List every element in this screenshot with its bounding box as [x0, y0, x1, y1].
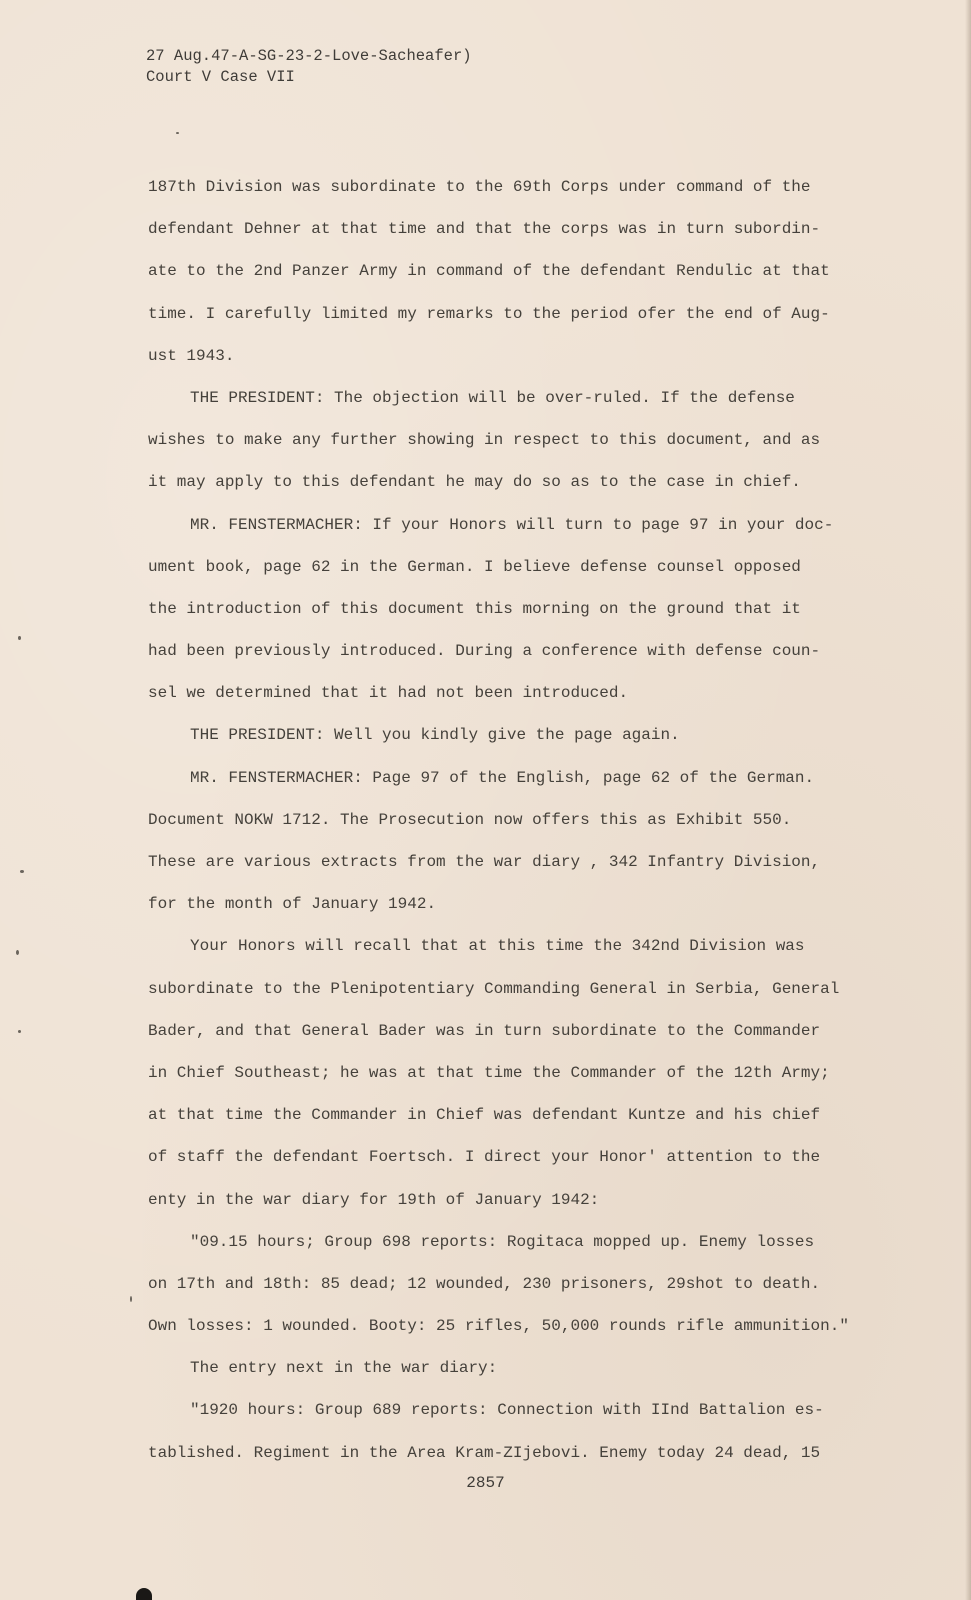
margin-speck	[18, 1030, 21, 1033]
text-line: enty in the war diary for 19th of January 1942:	[148, 1190, 600, 1209]
page-number: 2857	[466, 1474, 505, 1492]
text-line: time. I carefully limited my remarks to the period ofer the end of Aug-	[148, 304, 830, 323]
document-header	[146, 46, 472, 88]
quoted-line: Own losses: 1 wounded. Booty: 25 rifles, 50,000 rounds rifle ammunition."	[148, 1317, 849, 1336]
text-line: Bader, and that General Bader was in turn subordinate to the Commander	[148, 1021, 821, 1040]
text-line: THE PRESIDENT: Well you kindly give the page again.	[190, 726, 680, 745]
text-line: in Chief Southeast; he was at that time the Commander of the 12th Army;	[148, 1063, 830, 1082]
margin-speck	[20, 870, 24, 873]
quoted-line: tablished. Regiment in the Area Kram-ZIjebovi. Enemy today 24 dead, 15	[148, 1443, 821, 1462]
text-line: ust 1943.	[148, 346, 235, 365]
text-line: wishes to make any further showing in respect to this document, and as	[148, 431, 821, 450]
text-line: Your Honors will recall that at this time the 342nd Division was	[190, 937, 805, 956]
quoted-line: "09.15 hours; Group 698 reports: Rogitaca mopped up. Enemy losses	[190, 1232, 815, 1251]
margin-speck	[176, 132, 179, 134]
text-line: for the month of January 1942.	[148, 895, 437, 914]
text-line: THE PRESIDENT: The objection will be over-ruled. If the defense	[190, 388, 795, 407]
text-line: the introduction of this document this morning on the ground that it	[148, 599, 801, 618]
text-line: ument book, page 62 in the German. I believe defense counsel opposed	[148, 557, 801, 576]
text-line: Document NOKW 1712. The Prosecution now offers this as Exhibit 550.	[148, 810, 792, 829]
text-line: 187th Division was subordinate to the 69th Corps under command of the	[148, 178, 811, 196]
page-edge-shadow	[965, 0, 971, 1600]
ink-blot	[136, 1588, 152, 1600]
text-line: of staff the defendant Foertsch. I direct your Honor' attention to the	[148, 1148, 821, 1167]
text-line: at that time the Commander in Chief was defendant Kuntze and his chief	[148, 1106, 821, 1125]
header-court-line: Court V Case VII	[146, 68, 295, 86]
margin-speck	[18, 636, 21, 640]
transcript-body	[148, 166, 908, 1474]
text-line: had been previously introduced. During a conference with defense coun-	[148, 642, 821, 661]
text-line: The entry next in the war diary:	[190, 1359, 498, 1378]
header-reference-line: 27 Aug.47-A-SG-23-2-Love-Sacheafer)	[146, 47, 472, 65]
text-line: These are various extracts from the war diary , 342 Infantry Division,	[148, 853, 821, 871]
text-line: it may apply to this defendant he may do so as to the case in chief.	[148, 473, 801, 492]
text-line: sel we determined that it had not been introduced.	[148, 684, 629, 703]
margin-speck	[130, 1296, 132, 1302]
text-line: ate to the 2nd Panzer Army in command of the defendant Rendulic at that	[148, 262, 830, 281]
text-line: MR. FENSTERMACHER: Page 97 of the English, page 62 of the German.	[190, 768, 815, 787]
quoted-line: on 17th and 18th: 85 dead; 12 wounded, 230 prisoners, 29shot to death.	[148, 1274, 821, 1293]
quoted-line: "1920 hours: Group 689 reports: Connection with IInd Battalion es-	[190, 1401, 824, 1420]
text-line: subordinate to the Plenipotentiary Commanding General in Serbia, General	[148, 979, 840, 998]
text-line: defendant Dehner at that time and that the corps was in turn subordin-	[148, 220, 821, 239]
text-line: MR. FENSTERMACHER: If your Honors will turn to page 97 in your doc-	[190, 515, 834, 534]
margin-speck	[16, 950, 19, 955]
